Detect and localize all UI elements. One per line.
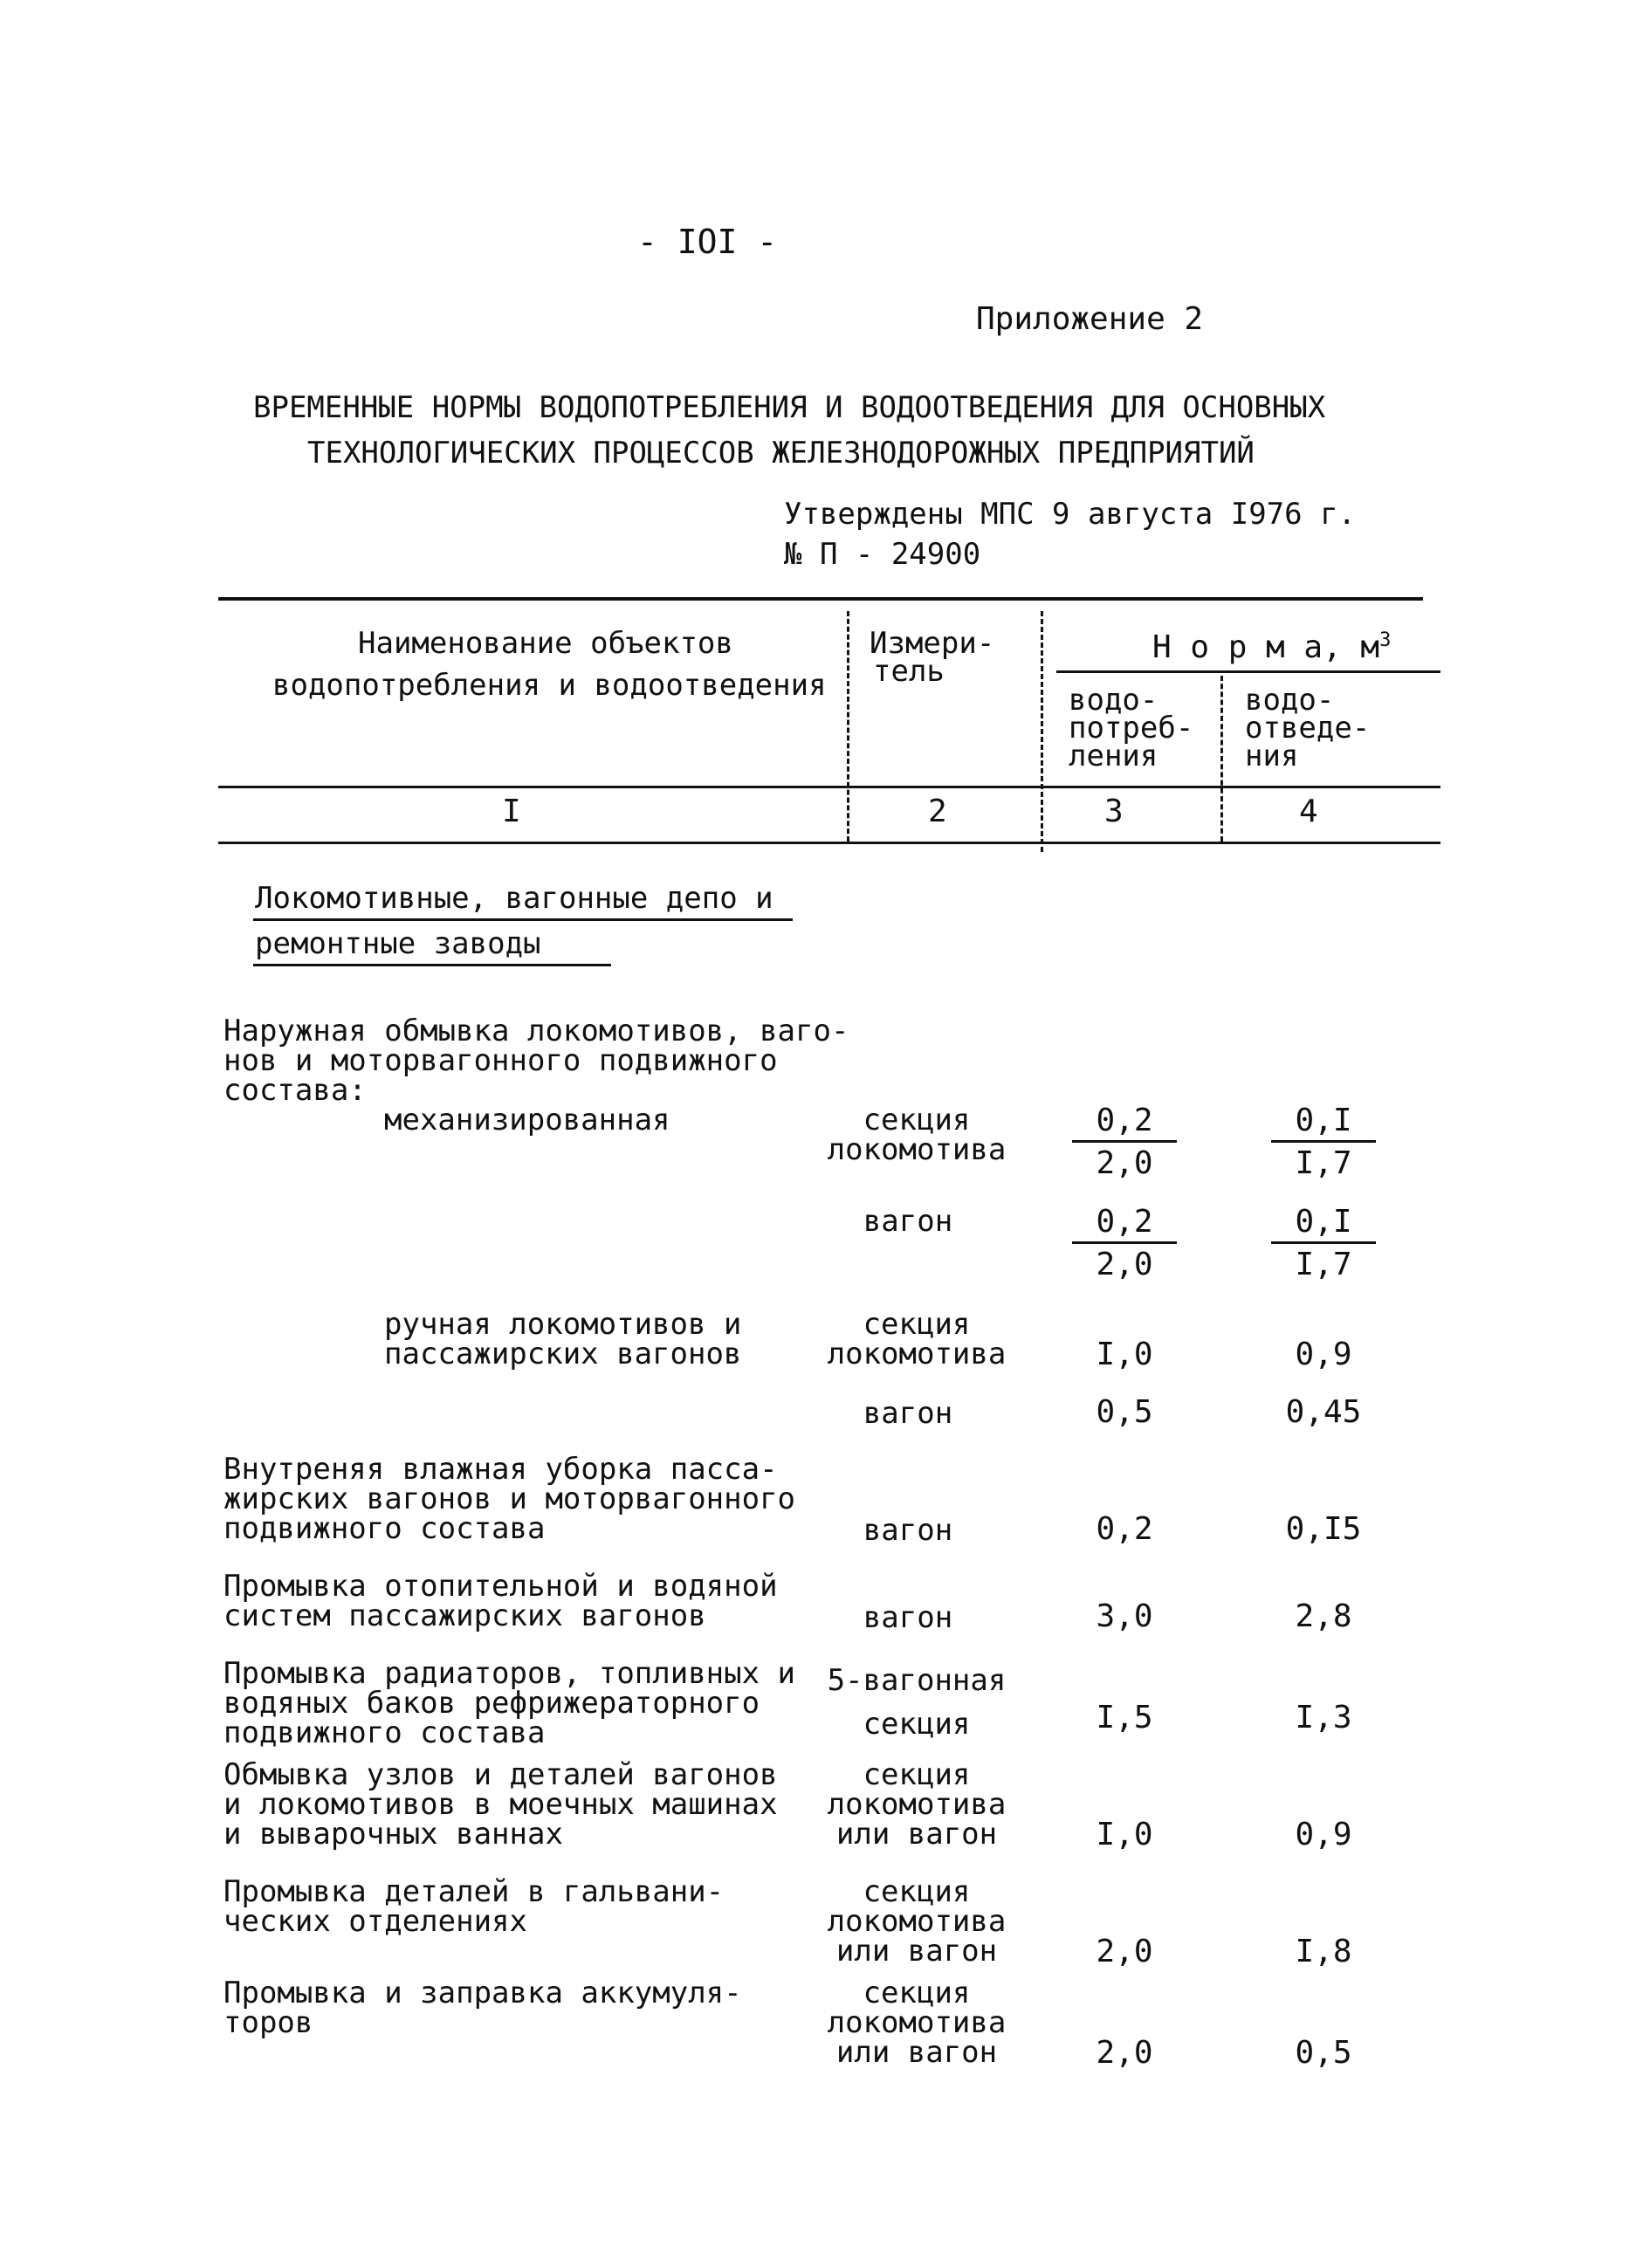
col-number-4: 4 bbox=[1299, 794, 1318, 829]
col-divider-3 bbox=[1220, 676, 1223, 842]
row-parts-washing: Обмывка узлов и деталей вагонов и локомотивов в моечных машинах и выварочных ваннах bbox=[223, 1757, 778, 1852]
radiators-discharge: I,3 bbox=[1295, 1700, 1352, 1735]
manual-unit-1: секция локомотива bbox=[827, 1307, 1007, 1371]
numbers-bottom-rule bbox=[218, 842, 1440, 844]
col-divider-2 bbox=[1041, 611, 1043, 852]
col-number-1: I bbox=[502, 794, 521, 829]
col-divider-1 bbox=[847, 611, 849, 842]
col2-header-line-1: Измери- bbox=[870, 626, 995, 661]
parts-consumption: I,0 bbox=[1096, 1817, 1153, 1852]
interior-unit: вагон bbox=[863, 1513, 953, 1548]
row-heating-systems: Промывка отопительной и водяной систем пассажирских вагонов bbox=[223, 1569, 778, 1633]
title-line-1: ВРЕМЕННЫЕ НОРМЫ ВОДОПОТРЕБЛЕНИЯ И ВОДООТВЕДЕНИЯ ДЛЯ ОСНОВНЫХ bbox=[253, 390, 1326, 425]
page-number: - IOI - bbox=[637, 223, 778, 261]
interior-consumption: 0,2 bbox=[1096, 1511, 1153, 1547]
parts-unit: секция локомотива или вагон bbox=[827, 1757, 1007, 1852]
row-galvanic: Промывка деталей в гальвани- ческих отделениях bbox=[223, 1874, 725, 1939]
section-heading-line-1: Локомотивные, вагонные депо и bbox=[255, 881, 773, 916]
battery-consumption: 2,0 bbox=[1096, 2035, 1153, 2071]
appendix-label: Приложение 2 bbox=[976, 301, 1204, 337]
parts-discharge: 0,9 bbox=[1295, 1817, 1352, 1852]
interior-discharge: 0,I5 bbox=[1285, 1511, 1362, 1547]
title-line-2: ТЕХНОЛОГИЧЕСКИХ ПРОЦЕССОВ ЖЕЛЕЗНОДОРОЖНЫХ ПРЕДПРИЯТИЙ bbox=[307, 436, 1255, 471]
col-number-2: 2 bbox=[928, 794, 947, 829]
mechanized-unit-2: вагон bbox=[863, 1204, 953, 1239]
section-underline-2 bbox=[253, 964, 611, 966]
section-underline-1 bbox=[253, 918, 793, 921]
mechanized-discharge-2: $\frac{0,I}{I,7}$ bbox=[1271, 1206, 1376, 1281]
galvanic-discharge: I,8 bbox=[1295, 1934, 1352, 1969]
radiators-consumption: I,5 bbox=[1096, 1700, 1153, 1735]
col1-header-line-2: водопотребления и водоотведения bbox=[272, 668, 827, 703]
row-radiators: Промывка радиаторов, топливных и водяных баков рефрижераторного подвижного состава bbox=[223, 1656, 796, 1750]
col3-header: водо- потреб- ления bbox=[1069, 683, 1194, 773]
approved-line-2: № П - 24900 bbox=[784, 537, 981, 572]
heating-unit: вагон bbox=[863, 1600, 953, 1635]
col1-header-line-1: Наименование объектов bbox=[358, 626, 733, 661]
battery-discharge: 0,5 bbox=[1295, 2035, 1352, 2071]
manual-discharge-1: 0,9 bbox=[1295, 1337, 1352, 1372]
header-bottom-rule bbox=[218, 786, 1440, 788]
section-heading-line-2: ремонтные заводы bbox=[255, 926, 541, 961]
manual-consumption-1: I,0 bbox=[1096, 1337, 1153, 1372]
table-top-rule bbox=[218, 597, 1423, 601]
heating-discharge: 2,8 bbox=[1295, 1598, 1352, 1634]
col-number-3: 3 bbox=[1104, 794, 1124, 829]
radiators-unit: 5-вагонная секция bbox=[827, 1663, 1007, 1742]
manual-discharge-2: 0,45 bbox=[1285, 1394, 1362, 1430]
galvanic-unit: секция локомотива или вагон bbox=[827, 1874, 1007, 1969]
mechanized-consumption-2: $\frac{0,2}{2,0}$ bbox=[1072, 1206, 1177, 1281]
manual-consumption-2: 0,5 bbox=[1096, 1394, 1153, 1430]
galvanic-consumption: 2,0 bbox=[1096, 1934, 1153, 1969]
manual-label: ручная локомотивов и пассажирских вагонов bbox=[384, 1307, 742, 1371]
mechanized-discharge-1: $\frac{0,I}{I,7}$ bbox=[1271, 1105, 1376, 1179]
mechanized-consumption-1: $\frac{0,2}{2,0}$ bbox=[1072, 1105, 1177, 1179]
heating-consumption: 3,0 bbox=[1096, 1598, 1153, 1634]
row-external-wash: Наружная обмывка локомотивов, ваго- нов и моторвагонного подвижного состава: bbox=[223, 1014, 849, 1108]
norm-header: Н о р м а, $м^3$ bbox=[1152, 629, 1392, 665]
battery-unit: секция локомотива или вагон bbox=[827, 1976, 1007, 2070]
row-battery: Промывка и заправка аккумуля- торов bbox=[223, 1976, 742, 2040]
col2-header-line-2: тель bbox=[873, 654, 945, 689]
approved-line-1: Утверждены МПС 9 августа I976 г. bbox=[784, 497, 1357, 532]
mechanized-label: механизированная bbox=[384, 1103, 670, 1137]
col4-header: водо- отведе- ния bbox=[1245, 683, 1371, 773]
norm-sub-rule bbox=[1056, 670, 1440, 673]
mechanized-unit-1: секция локомотива bbox=[827, 1103, 1007, 1167]
manual-unit-2: вагон bbox=[863, 1396, 953, 1431]
row-interior-cleaning: Внутреняя влажная уборка пасса- жирских вагонов и моторвагонного подвижного состава bbox=[223, 1452, 796, 1546]
